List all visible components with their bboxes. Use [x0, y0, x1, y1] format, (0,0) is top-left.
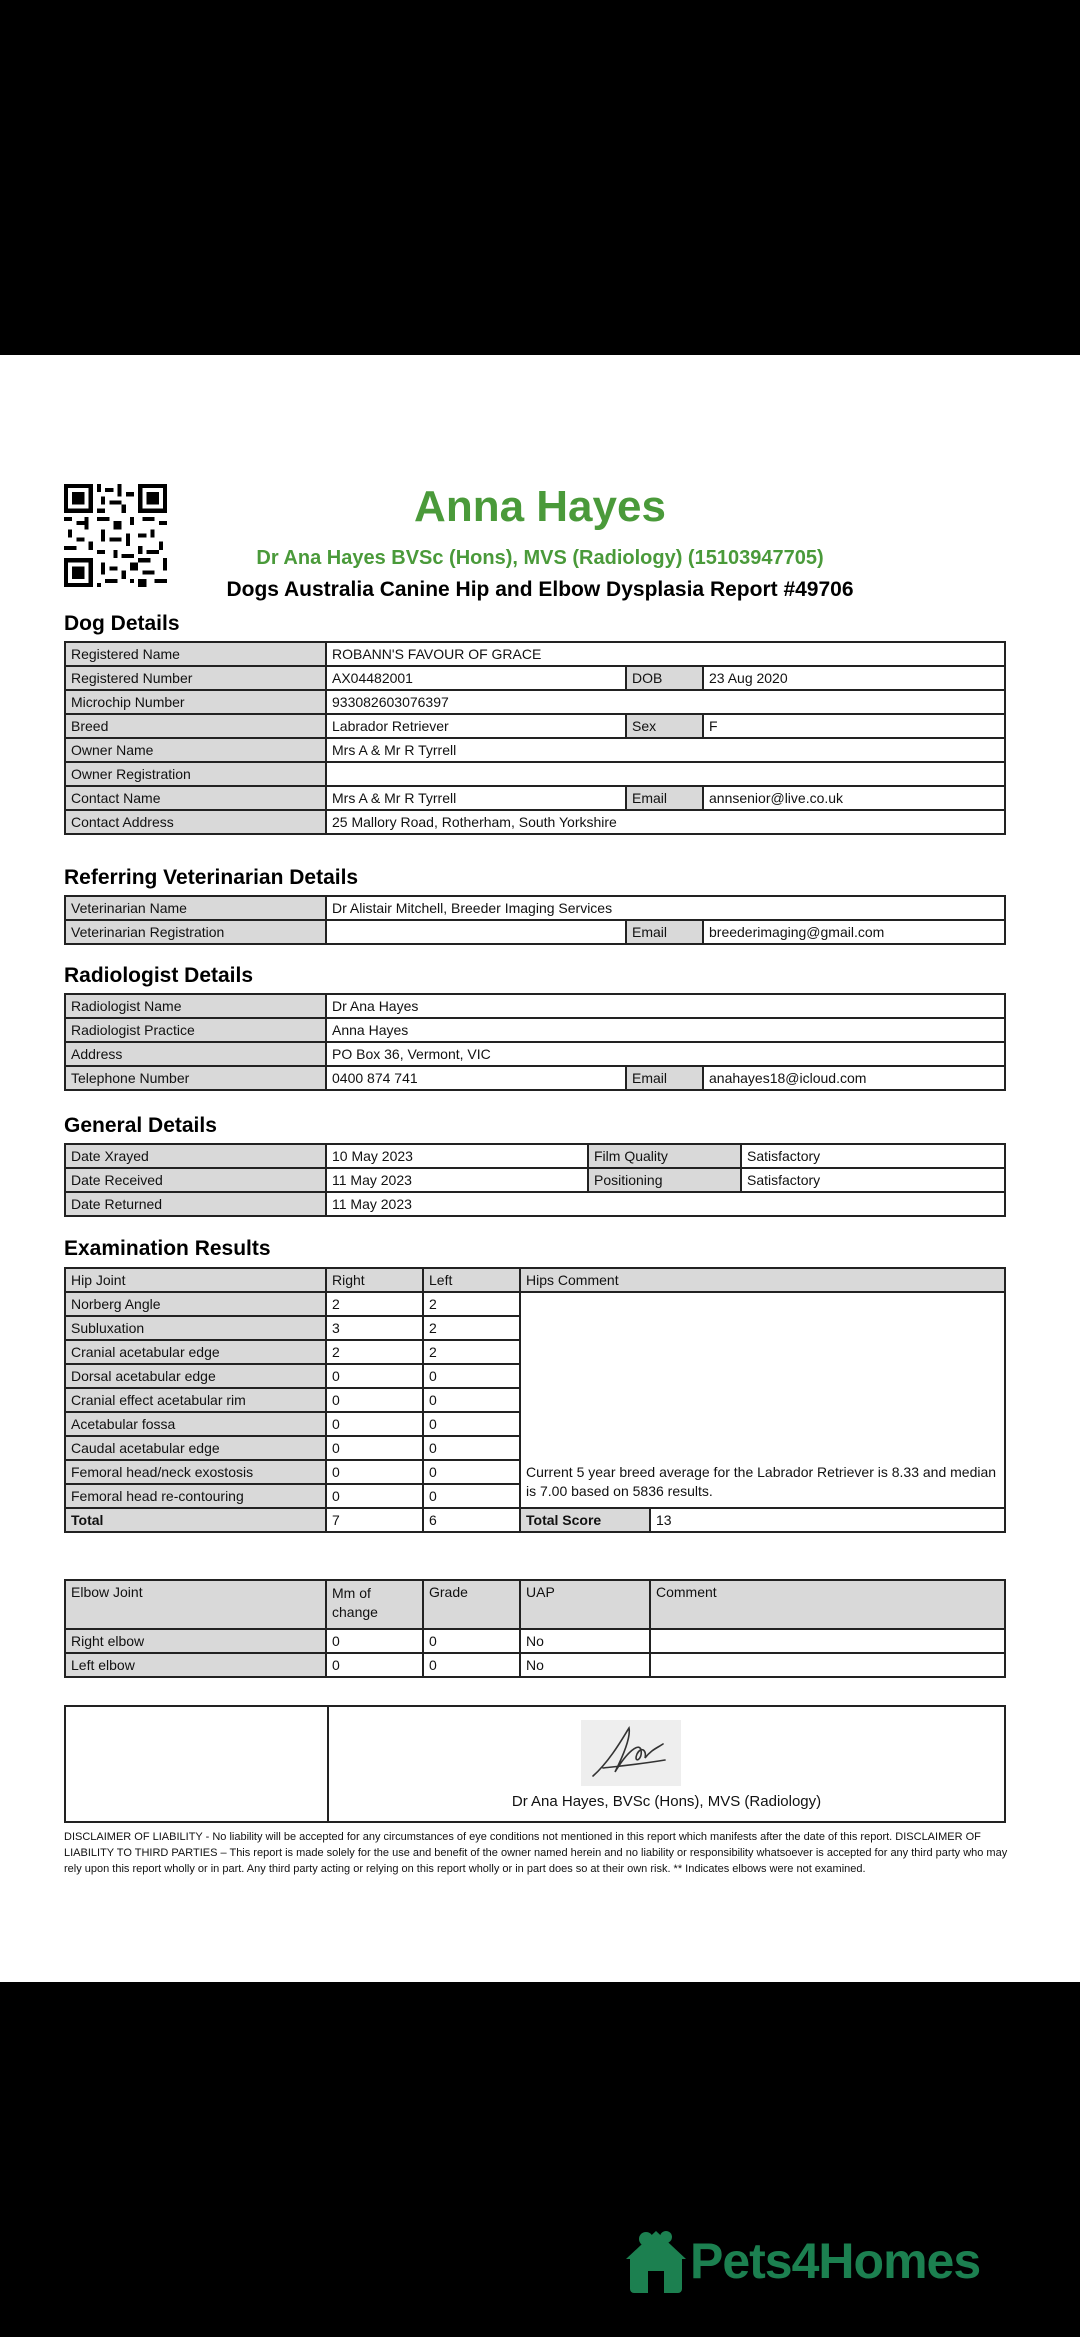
- hips-comment-blank: [520, 1292, 1005, 1460]
- table-row: [65, 1168, 1005, 1192]
- field-label: Date Returned: [65, 1192, 326, 1216]
- elbow-mm-value: 0: [326, 1653, 423, 1677]
- hip-left-value: 0: [423, 1484, 520, 1508]
- table-row: [65, 1192, 1005, 1216]
- table-row: [65, 810, 1005, 834]
- table-row: [65, 1460, 1005, 1484]
- hip-measure-label: Acetabular fossa: [65, 1412, 326, 1436]
- table-header-row: [65, 1580, 1005, 1629]
- field-label: Owner Registration: [65, 762, 326, 786]
- radiologist-practice-value: Anna Hayes: [326, 1018, 1005, 1042]
- report-title: Dogs Australia Canine Hip and Elbow Dysplasia Report #49706: [226, 578, 854, 601]
- practice-name: Anna Hayes: [414, 482, 666, 531]
- contact-name-value: Mrs A & Mr R Tyrrell: [326, 786, 626, 810]
- signature-box: [64, 1705, 1006, 1823]
- column-header: UAP: [520, 1580, 650, 1629]
- table-row: [65, 642, 1005, 666]
- column-header: Elbow Joint: [65, 1580, 326, 1629]
- vet-registration-value: [326, 920, 626, 944]
- column-header: Mm of change: [326, 1580, 423, 1629]
- field-label: Registered Name: [65, 642, 326, 666]
- field-label: Positioning: [588, 1168, 741, 1192]
- field-label: Owner Name: [65, 738, 326, 762]
- elbow-mm-value: 0: [326, 1629, 423, 1653]
- referring-vet-table: [64, 895, 1006, 945]
- hip-left-value: 0: [423, 1460, 520, 1484]
- radiologist-table: [64, 993, 1006, 1091]
- date-received-value: 11 May 2023: [326, 1168, 588, 1192]
- date-returned-value: 11 May 2023: [326, 1192, 1005, 1216]
- column-header: Comment: [650, 1580, 1005, 1629]
- table-row: [65, 1066, 1005, 1090]
- table-row: [65, 1042, 1005, 1066]
- vet-name-value: Dr Alistair Mitchell, Breeder Imaging Services: [326, 896, 1005, 920]
- hip-right-value: 0: [326, 1364, 423, 1388]
- total-label: Total: [65, 1508, 326, 1532]
- owner-name-value: Mrs A & Mr R Tyrrell: [326, 738, 1005, 762]
- total-score-label: Total Score: [520, 1508, 650, 1532]
- general-details-table: [64, 1143, 1006, 1217]
- signatory-name: Dr Ana Hayes, BVSc (Hons), MVS (Radiology): [511, 1793, 822, 1810]
- table-row: [65, 738, 1005, 762]
- table-row: [65, 1653, 1005, 1677]
- hip-measure-label: Cranial acetabular edge: [65, 1340, 326, 1364]
- section-title-exam: Examination Results: [64, 1237, 271, 1260]
- hips-comment: Current 5 year breed average for the Labrador Retriever is 8.33 and median is 7.00 based on 5836 results.: [520, 1460, 1005, 1508]
- radiologist-credentials: Dr Ana Hayes BVSc (Hons), MVS (Radiology) (15103947705): [256, 547, 824, 569]
- field-label: Microchip Number: [65, 690, 326, 714]
- elbow-label: Left elbow: [65, 1653, 326, 1677]
- total-right-value: 7: [326, 1508, 423, 1532]
- contact-address-value: 25 Mallory Road, Rotherham, South Yorkshire: [326, 810, 1005, 834]
- disclaimer-text: DISCLAIMER OF LIABILITY - No liability will be accepted for any circumstances of eye conditions not mentioned in this report which manifests after the date of this report. DISCLAIMER OF LIABILITY TO THIRD PARTIES – This report is made solely for the use and benefit of the owner named herein and no liability or responsibility whatsoever is accepted for any third party who may rely upon this report wholly or in part. Any third party acting or relying on this report wholly or in part does so at their own risk. ** Indicates elbows were not examined.: [64, 1831, 1008, 1875]
- field-label: Registered Number: [65, 666, 326, 690]
- radiologist-email-value: anahayes18@icloud.com: [703, 1066, 1005, 1090]
- hip-measure-label: Dorsal acetabular edge: [65, 1364, 326, 1388]
- field-label: Breed: [65, 714, 326, 738]
- hip-measure-label: Norberg Angle: [65, 1292, 326, 1316]
- positioning-value: Satisfactory: [741, 1168, 1005, 1192]
- hip-right-value: 0: [326, 1484, 423, 1508]
- total-left-value: 6: [423, 1508, 520, 1532]
- film-quality-value: Satisfactory: [741, 1144, 1005, 1168]
- brand-watermark: Pets4Homes: [690, 2233, 981, 2289]
- table-row: [65, 714, 1005, 738]
- microchip-value: 933082603076397: [326, 690, 1005, 714]
- table-row: [65, 920, 1005, 944]
- field-label: Film Quality: [588, 1144, 741, 1168]
- table-row: [65, 666, 1005, 690]
- field-label: Email: [626, 786, 703, 810]
- radiologist-name-value: Dr Ana Hayes: [326, 994, 1005, 1018]
- hip-left-value: 0: [423, 1364, 520, 1388]
- radiologist-address-value: PO Box 36, Vermont, VIC: [326, 1042, 1005, 1066]
- hip-left-value: 2: [423, 1292, 520, 1316]
- elbow-grade-value: 0: [423, 1629, 520, 1653]
- field-label: Email: [626, 1066, 703, 1090]
- column-header: Grade: [423, 1580, 520, 1629]
- hip-right-value: 0: [326, 1412, 423, 1436]
- registered-number-value: AX04482001: [326, 666, 626, 690]
- table-row: [65, 690, 1005, 714]
- field-label: Email: [626, 920, 703, 944]
- column-header: Right: [326, 1268, 423, 1292]
- field-label: DOB: [626, 666, 703, 690]
- table-row: [65, 1144, 1005, 1168]
- elbow-uap-value: No: [520, 1653, 650, 1677]
- hip-left-value: 2: [423, 1316, 520, 1340]
- elbow-comment-value: [650, 1629, 1005, 1653]
- column-header: Hip Joint: [65, 1268, 326, 1292]
- owner-registration-value: [326, 762, 1005, 786]
- dog-details-table: [64, 641, 1006, 835]
- hip-left-value: 2: [423, 1340, 520, 1364]
- table-row: [65, 762, 1005, 786]
- hip-measure-label: Femoral head re-contouring: [65, 1484, 326, 1508]
- hip-measure-label: Femoral head/neck exostosis: [65, 1460, 326, 1484]
- section-title-general: General Details: [64, 1114, 217, 1137]
- radiologist-phone-value: 0400 874 741: [326, 1066, 626, 1090]
- field-label: Veterinarian Name: [65, 896, 326, 920]
- vet-email-value: breederimaging@gmail.com: [703, 920, 1005, 944]
- hip-right-value: 2: [326, 1292, 423, 1316]
- elbow-label: Right elbow: [65, 1629, 326, 1653]
- hip-right-value: 2: [326, 1340, 423, 1364]
- field-label: Radiologist Practice: [65, 1018, 326, 1042]
- field-label: Veterinarian Registration: [65, 920, 326, 944]
- field-label: Date Received: [65, 1168, 326, 1192]
- hip-right-value: 0: [326, 1460, 423, 1484]
- elbow-grade-value: 0: [423, 1653, 520, 1677]
- table-row: [65, 786, 1005, 810]
- elbow-comment-value: [650, 1653, 1005, 1677]
- field-label: Radiologist Name: [65, 994, 326, 1018]
- table-header-row: [65, 1268, 1005, 1292]
- hip-right-value: 0: [326, 1388, 423, 1412]
- hip-left-value: 0: [423, 1388, 520, 1412]
- table-row: [65, 1629, 1005, 1653]
- hip-results-table: [64, 1267, 1006, 1533]
- breed-value: Labrador Retriever: [326, 714, 626, 738]
- total-score-value: 13: [650, 1508, 1005, 1532]
- field-label: Telephone Number: [65, 1066, 326, 1090]
- hip-measure-label: Subluxation: [65, 1316, 326, 1340]
- field-label: Contact Address: [65, 810, 326, 834]
- table-row: [65, 994, 1005, 1018]
- column-header: Left: [423, 1268, 520, 1292]
- section-title-referring-vet: Referring Veterinarian Details: [64, 866, 359, 889]
- field-label: Sex: [626, 714, 703, 738]
- contact-email-value: annsenior@live.co.uk: [703, 786, 1005, 810]
- hip-left-value: 0: [423, 1436, 520, 1460]
- sex-value: F: [703, 714, 1005, 738]
- total-row: [65, 1508, 1005, 1532]
- hip-left-value: 0: [423, 1412, 520, 1436]
- section-title-radiologist: Radiologist Details: [64, 964, 254, 987]
- elbow-uap-value: No: [520, 1629, 650, 1653]
- hip-measure-label: Caudal acetabular edge: [65, 1436, 326, 1460]
- hip-measure-label: Cranial effect acetabular rim: [65, 1388, 326, 1412]
- dob-value: 23 Aug 2020: [703, 666, 1005, 690]
- elbow-results-table: [64, 1579, 1006, 1678]
- column-header: Hips Comment: [520, 1268, 1005, 1292]
- hip-right-value: 0: [326, 1436, 423, 1460]
- field-label: Contact Name: [65, 786, 326, 810]
- section-title-dog-details: Dog Details: [64, 612, 180, 635]
- date-xrayed-value: 10 May 2023: [326, 1144, 588, 1168]
- registered-name-value: ROBANN'S FAVOUR OF GRACE: [326, 642, 1005, 666]
- field-label: Address: [65, 1042, 326, 1066]
- hip-right-value: 3: [326, 1316, 423, 1340]
- table-row: [65, 896, 1005, 920]
- signature-image: [581, 1720, 681, 1786]
- table-row: [65, 1292, 1005, 1316]
- field-label: Date Xrayed: [65, 1144, 326, 1168]
- table-row: [65, 1018, 1005, 1042]
